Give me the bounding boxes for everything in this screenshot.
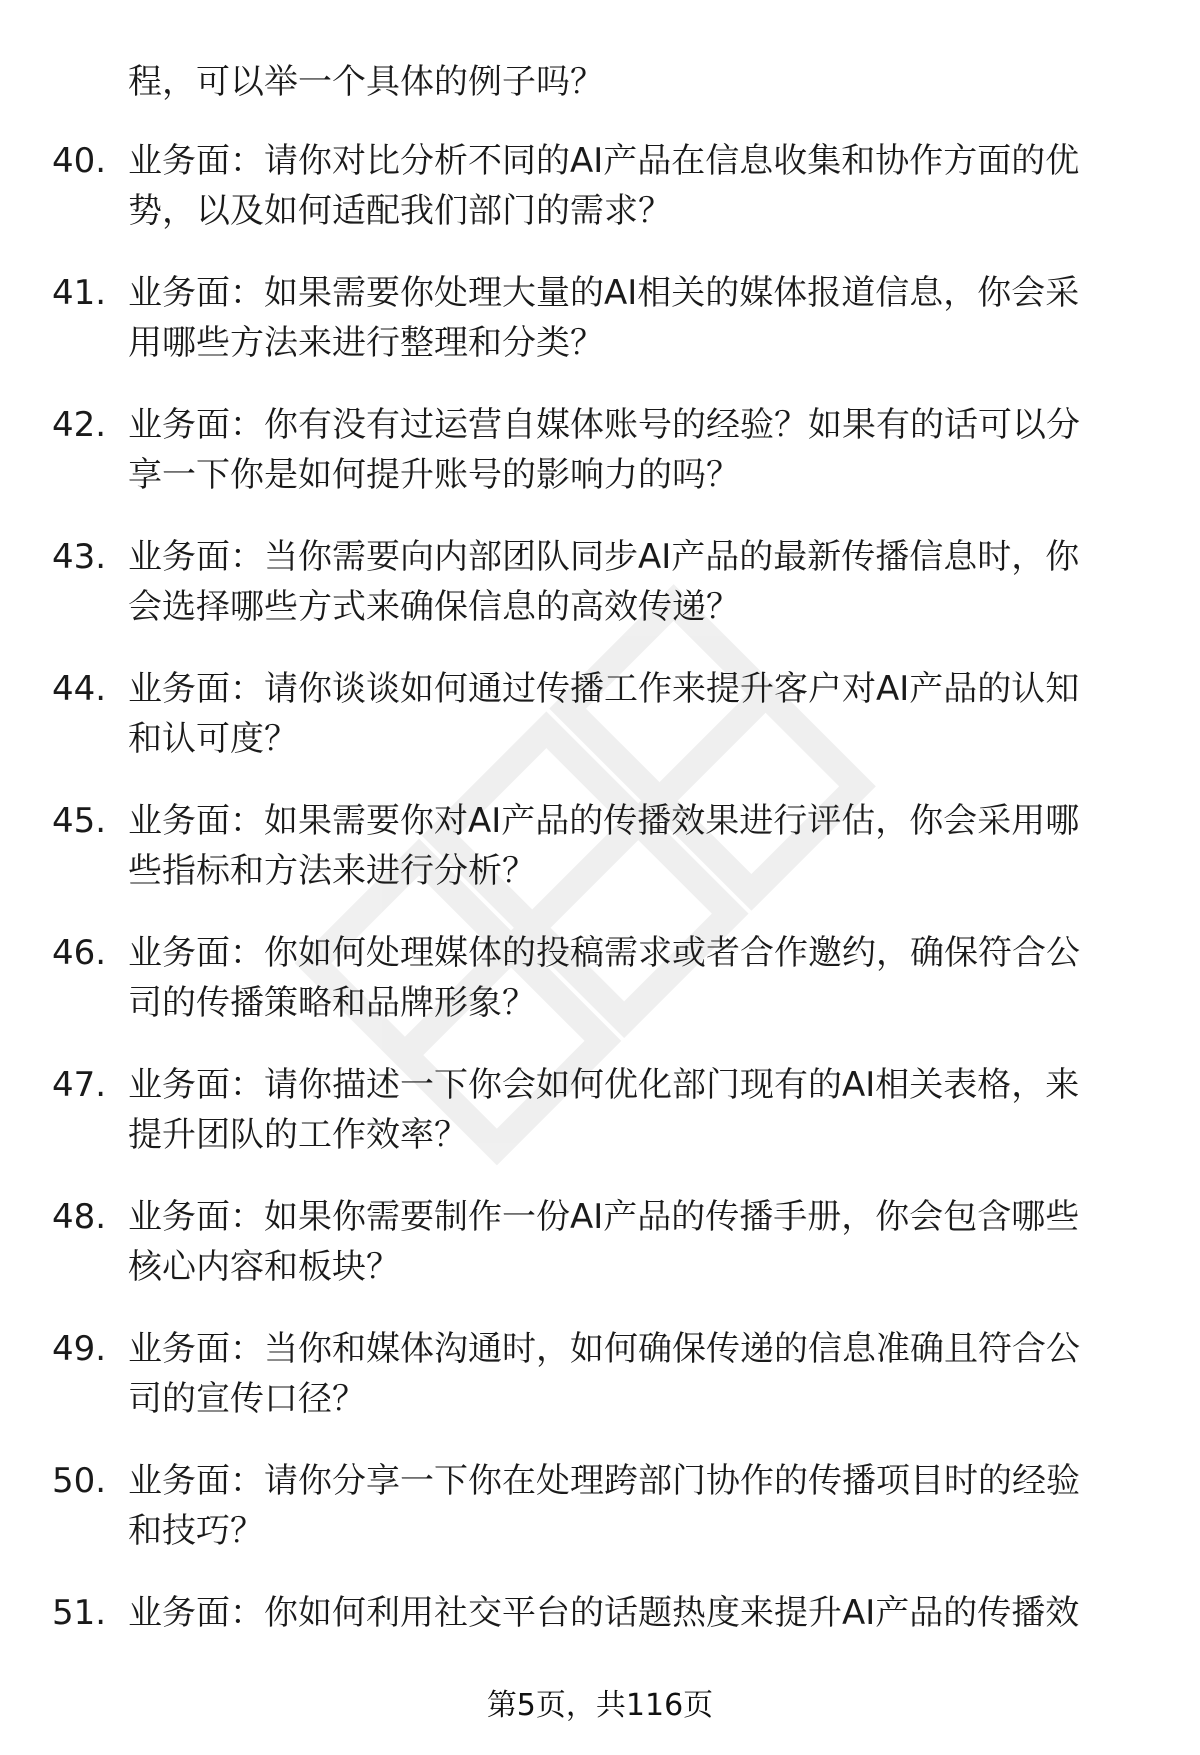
question-item: [0, 664, 1200, 796]
question-number: 51.: [52, 1593, 107, 1633]
question-number: 48.: [52, 1197, 107, 1237]
question-line: 业务面：请你谈谈如何通过传播工作来提升客户对AI产品的认知: [128, 669, 1080, 709]
question-line: 业务面：你有没有过运营自媒体账号的经验？如果有的话可以分: [128, 405, 1080, 445]
question-line: 提升团队的工作效率？: [128, 1115, 468, 1155]
question-item: [0, 136, 1200, 268]
question-line: 业务面：你如何利用社交平台的话题热度来提升AI产品的传播效: [128, 1593, 1080, 1633]
question-item: [0, 1060, 1200, 1192]
question-number: 41.: [52, 273, 107, 313]
question-line: 业务面：如果需要你对AI产品的传播效果进行评估，你会采用哪: [128, 801, 1080, 841]
question-line: 司的宣传口径？: [128, 1379, 366, 1419]
question-list: [0, 136, 1200, 1720]
question-text: [128, 1456, 1138, 1556]
question-text: [128, 1060, 1138, 1160]
question-line: 业务面：当你和媒体沟通时，如何确保传递的信息准确且符合公: [128, 1329, 1080, 1369]
question-item: [0, 268, 1200, 400]
question-line: 业务面：请你分享一下你在处理跨部门协作的传播项目时的经验: [128, 1461, 1080, 1501]
question-line: 享一下你是如何提升账号的影响力的吗？: [128, 455, 740, 495]
question-number: 42.: [52, 405, 107, 445]
question-line: 业务面：当你需要向内部团队同步AI产品的最新传播信息时，你: [128, 537, 1080, 577]
question-line: 业务面：如果需要你处理大量的AI相关的媒体报道信息，你会采: [128, 273, 1080, 313]
question-item: [0, 796, 1200, 928]
question-item: [0, 1456, 1200, 1588]
question-number: 46.: [52, 933, 107, 973]
question-text: [128, 928, 1138, 1028]
question-line: 业务面：请你描述一下你会如何优化部门现有的AI相关表格，来: [128, 1065, 1080, 1105]
page-footer: 第5页，共116页: [486, 1688, 714, 1723]
question-line: 会选择哪些方式来确保信息的高效传递？: [128, 587, 740, 627]
question-number: 44.: [52, 669, 107, 709]
question-text: [128, 664, 1138, 764]
question-line: 业务面：请你对比分析不同的AI产品在信息收集和协作方面的优: [128, 141, 1080, 181]
question-item: [0, 400, 1200, 532]
question-line: 和认可度？: [128, 719, 298, 759]
question-text: [128, 1192, 1138, 1292]
question-line: 用哪些方法来进行整理和分类？: [128, 323, 604, 363]
question-line: 业务面：你如何处理媒体的投稿需求或者合作邀约，确保符合公: [128, 933, 1080, 973]
question-line: 势，以及如何适配我们部门的需求？: [128, 191, 672, 231]
question-text: [128, 532, 1138, 632]
question-line: 核心内容和板块？: [128, 1247, 400, 1287]
question-text: [128, 1588, 1138, 1638]
question-text: [128, 400, 1138, 500]
question-line: 些指标和方法来进行分析？: [128, 851, 536, 891]
question-item: [0, 532, 1200, 664]
question-text: [128, 1324, 1138, 1424]
question-number: 50.: [52, 1461, 107, 1501]
question-text: [128, 796, 1138, 896]
continued-question-text: 程，可以举一个具体的例子吗？: [128, 62, 604, 102]
question-number: 43.: [52, 537, 107, 577]
question-line: 司的传播策略和品牌形象？: [128, 983, 536, 1023]
question-number: 45.: [52, 801, 107, 841]
question-number: 40.: [52, 141, 107, 181]
question-item: [0, 1192, 1200, 1324]
question-line: 业务面：如果你需要制作一份AI产品的传播手册，你会包含哪些: [128, 1197, 1080, 1237]
question-text: [128, 268, 1138, 368]
question-number: 47.: [52, 1065, 107, 1105]
question-text: [128, 136, 1138, 236]
question-item: [0, 928, 1200, 1060]
question-line: 和技巧？: [128, 1511, 264, 1551]
question-number: 49.: [52, 1329, 107, 1369]
question-item: [0, 1324, 1200, 1456]
